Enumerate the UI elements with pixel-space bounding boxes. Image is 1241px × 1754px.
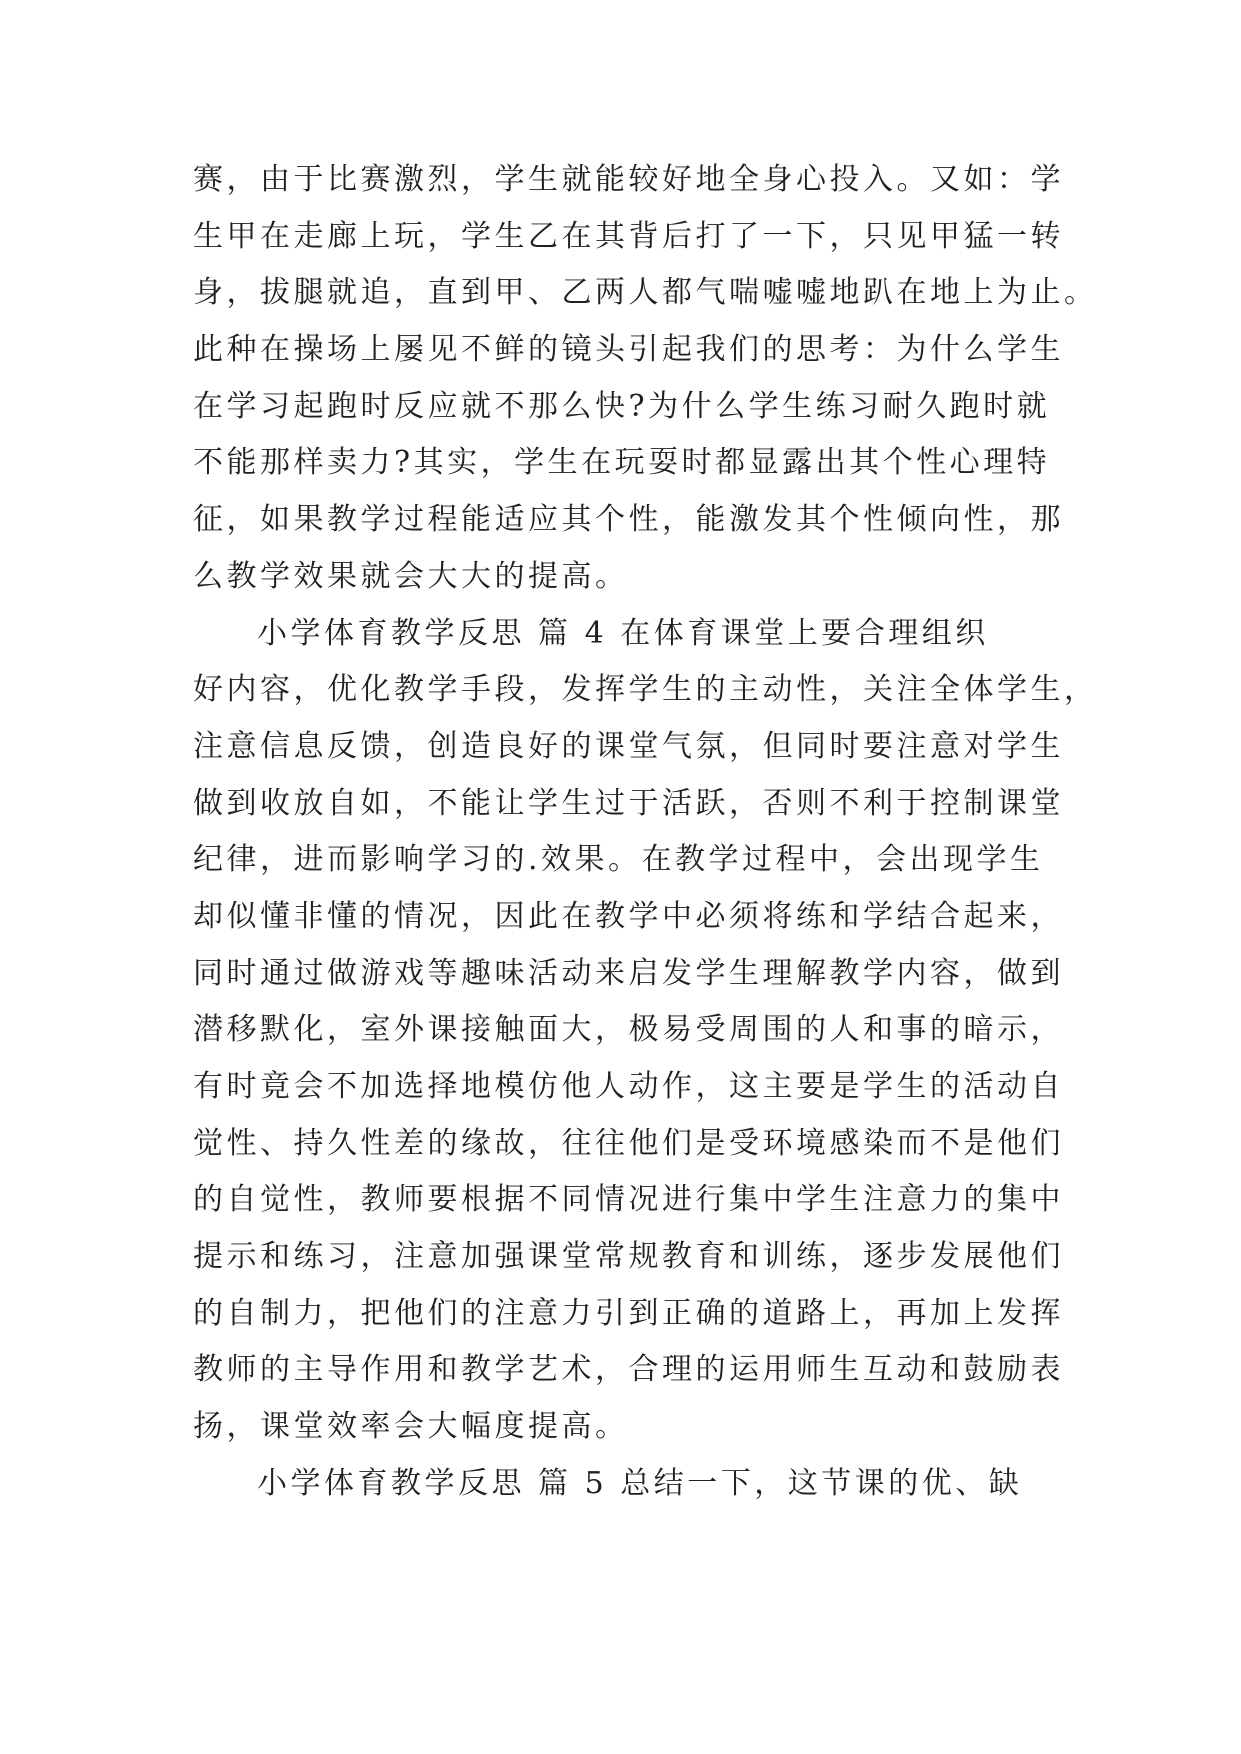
text-line: 觉性、持久性差的缘故，往往他们是受环境感染而不是他们 <box>193 1125 1064 1161</box>
body-text <box>193 152 1098 1513</box>
text-line: 教师的主导作用和教学艺术，合理的运用师生互动和鼓励表 <box>193 1352 1064 1388</box>
section-heading-line: 小学体育教学反思 篇 5 总结一下，这节课的优、缺 <box>257 1465 1023 1501</box>
text-line: 不能那样卖力?其实，学生在玩耍时都显露出其个性心理特 <box>193 445 1051 481</box>
text-line: 征，如果教学过程能适应其个性，能激发其个性倾向性，那 <box>193 502 1064 538</box>
text-line: 纪律，进而影响学习的.效果。在教学过程中，会出现学生 <box>193 842 1044 878</box>
text-line: 身，拔腿就追，直到甲、乙两人都气喘嘘嘘地趴在地上为止。 <box>193 275 1098 311</box>
text-line: 好内容，优化教学手段，发挥学生的主动性，关注全体学生， <box>193 672 1098 708</box>
text-line: 注意信息反馈，创造良好的课堂气氛，但同时要注意对学生 <box>193 728 1064 764</box>
text-line: 的自觉性，教师要根据不同情况进行集中学生注意力的集中 <box>193 1182 1064 1218</box>
text-line: 有时竟会不加选择地模仿他人动作，这主要是学生的活动自 <box>193 1069 1064 1104</box>
text-line: 同时通过做游戏等趣味活动来启发学生理解教学内容，做到 <box>193 955 1064 991</box>
text-line: 生甲在走廊上玩，学生乙在其背后打了一下，只见甲猛一转 <box>193 218 1064 254</box>
text-line: 此种在操场上屡见不鲜的镜头引起我们的思考：为什么学生 <box>193 332 1064 368</box>
text-line: 做到收放自如，不能让学生过于活跃，否则不利于控制课堂 <box>193 785 1064 821</box>
text-line: 赛，由于比赛激烈，学生就能较好地全身心投入。又如：学 <box>193 162 1064 197</box>
text-line: 的自制力，把他们的注意力引到正确的道路上，再加上发挥 <box>193 1295 1064 1331</box>
section-heading-line: 小学体育教学反思 篇 4 在体育课堂上要合理组织 <box>257 615 989 651</box>
text-line: 么教学效果就会大大的提高。 <box>193 558 629 594</box>
text-line: 潜移默化，室外课接触面大，极易受周围的人和事的暗示， <box>193 1012 1064 1048</box>
text-line: 却似懂非懂的情况，因此在教学中必须将练和学结合起来， <box>193 898 1064 934</box>
text-line: 提示和练习，注意加强课堂常规教育和训练，逐步发展他们 <box>193 1239 1064 1275</box>
text-line: 在学习起跑时反应就不那么快?为什么学生练习耐久跑时就 <box>193 388 1051 424</box>
text-line: 扬，课堂效率会大幅度提高。 <box>193 1409 629 1445</box>
